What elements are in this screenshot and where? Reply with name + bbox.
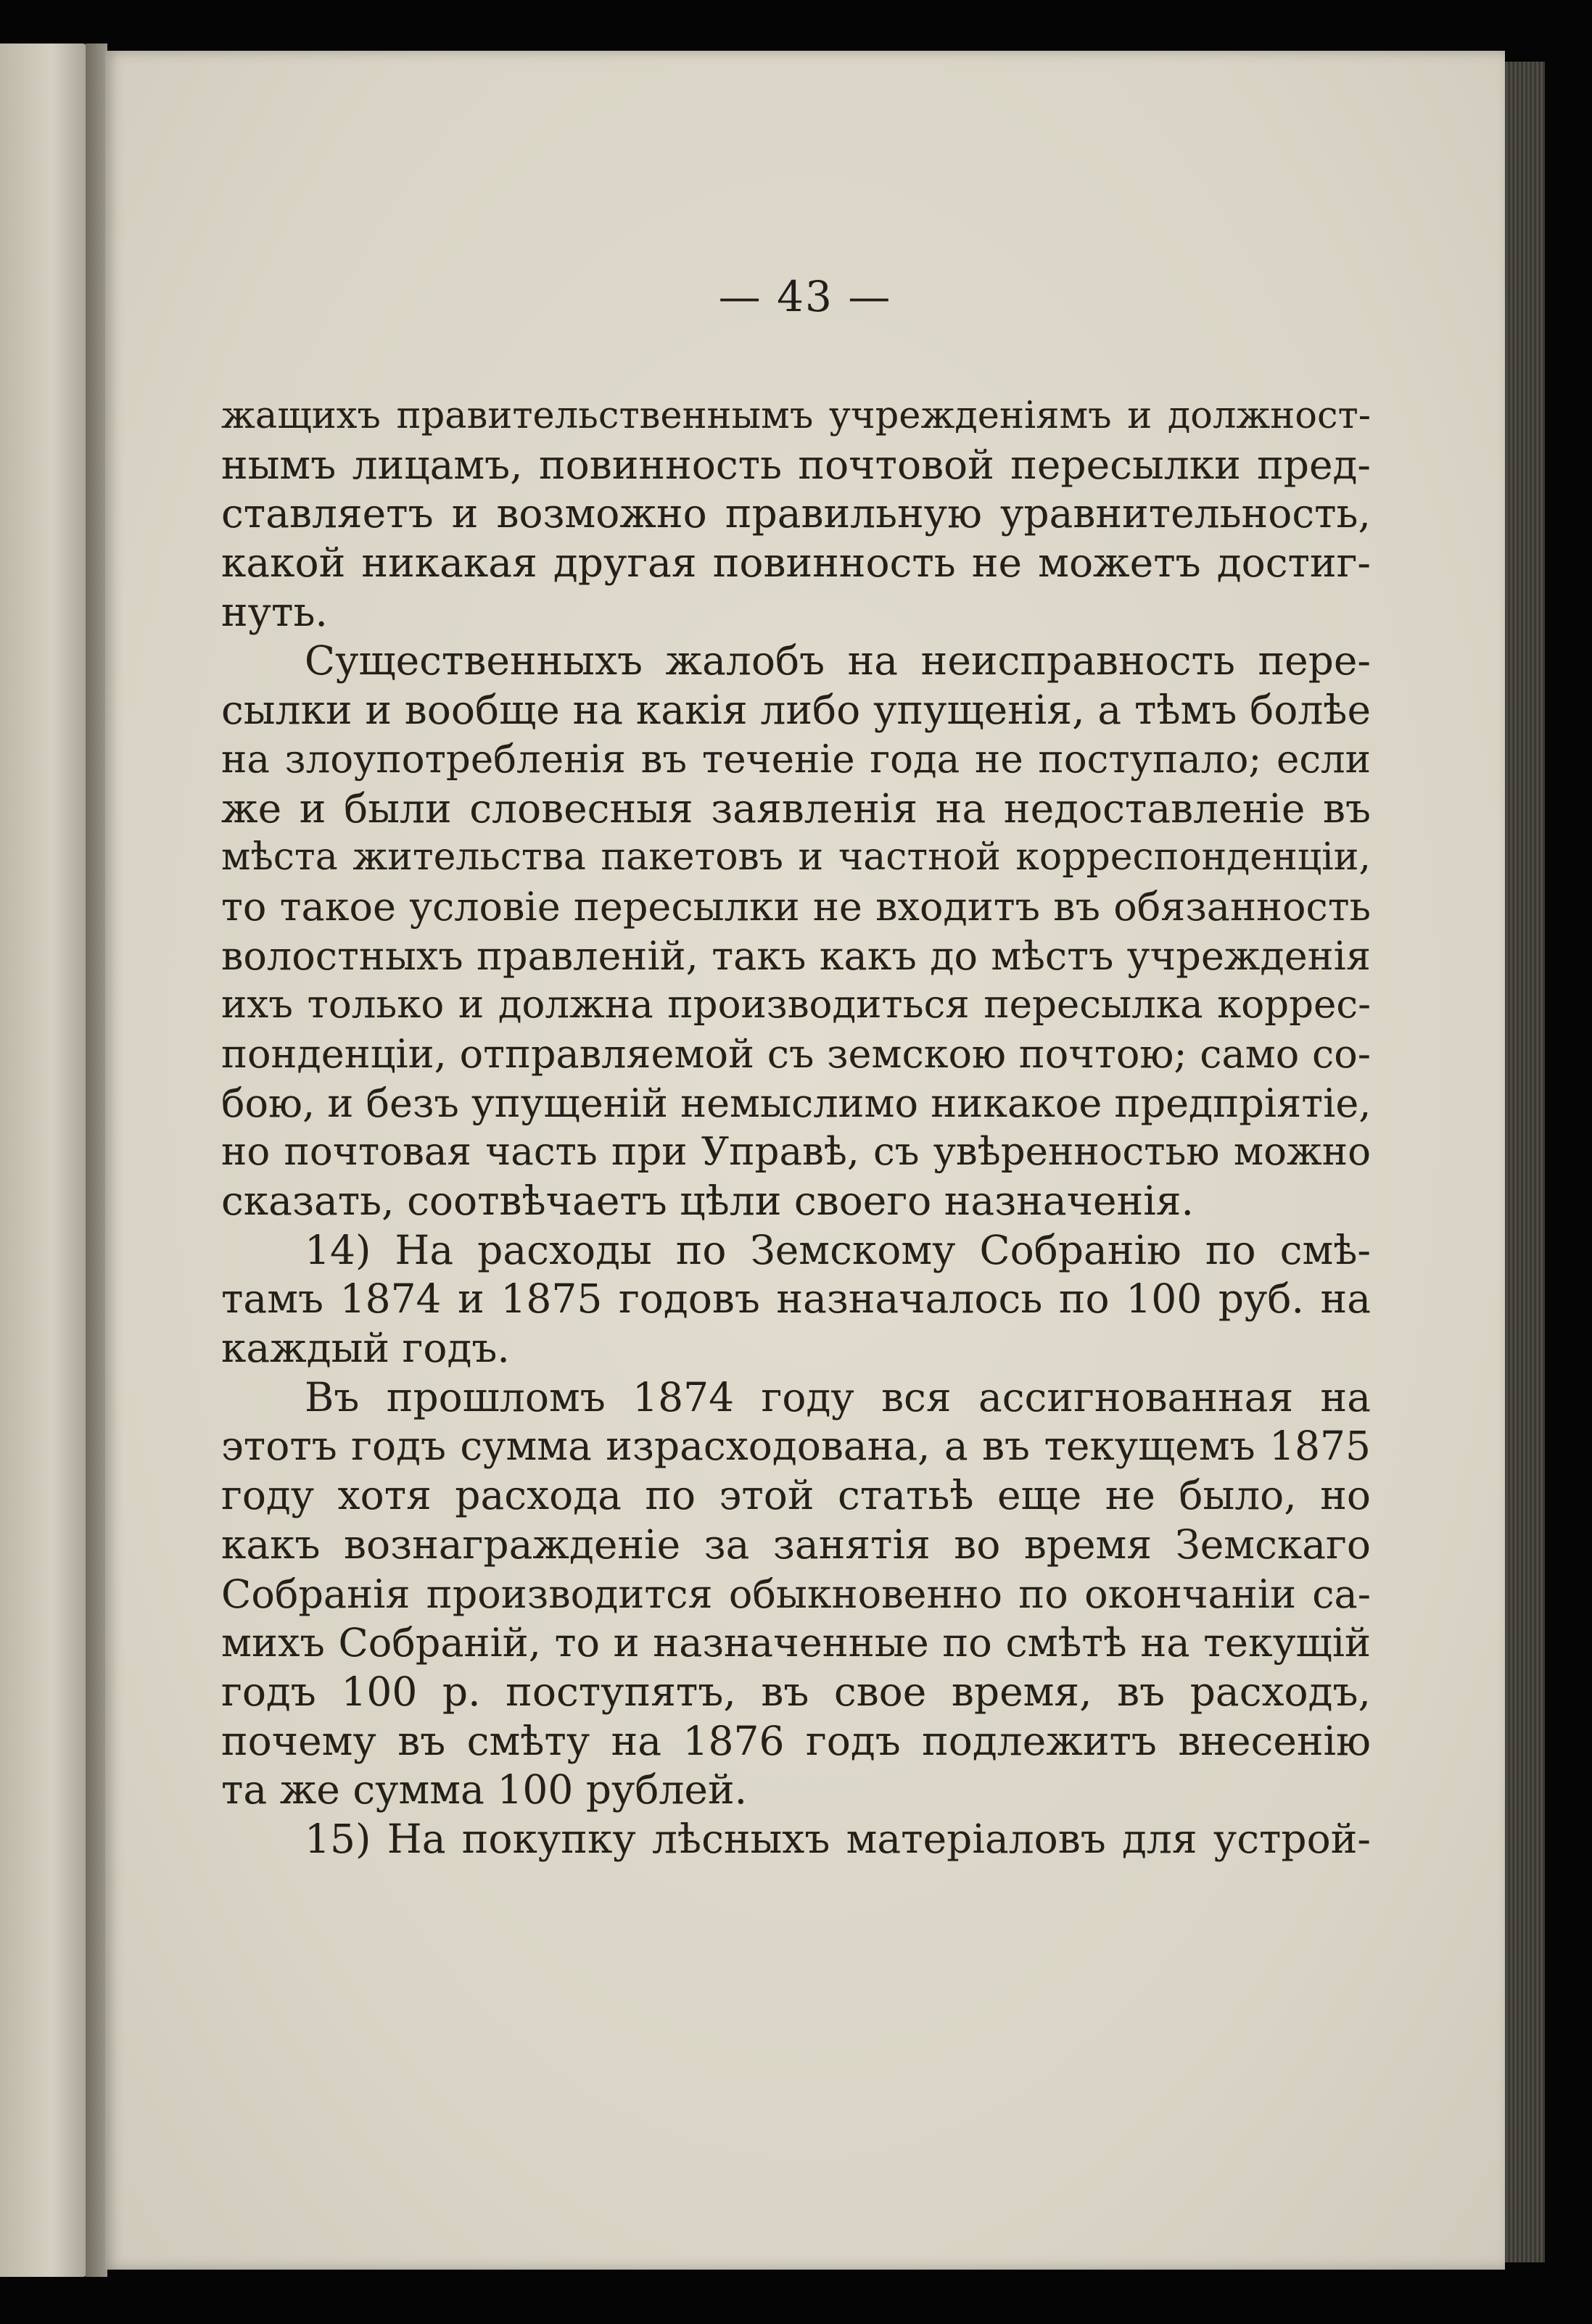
body-text: [221, 392, 1371, 1864]
text-line: 14) На расходы по Земскому Собранію по смѣ-: [305, 1226, 1371, 1273]
text-line: но почтовая часть при Управѣ, съ увѣренностью можно: [221, 1130, 1371, 1175]
text-line: 15) На покупку лѣсныхъ матеріаловъ для устрой-: [305, 1815, 1371, 1862]
text-line: бою, и безъ упущеній немыслимо никакое предпріятіе,: [221, 1080, 1372, 1126]
text-line: михъ Собраній, то и назначенные по смѣтѣ на текущій: [221, 1620, 1371, 1666]
text-line: этотъ годъ сумма израсходована, а въ текущемъ 1875: [221, 1423, 1371, 1470]
book-gutter: [86, 44, 107, 2277]
text-line: тамъ 1874 и 1875 годовъ назначалось по 100 руб. на: [221, 1275, 1371, 1323]
previous-page-edge: [0, 44, 87, 2277]
text-line: какой никакая другая повинность не можетъ достиг-: [221, 539, 1371, 587]
text-line: сказать, соотвѣчаетъ цѣли своего назначенія.: [221, 1178, 1194, 1224]
text-line: какъ вознагражденіе за занятія во время Земскаго: [221, 1521, 1371, 1568]
text-line: нымъ лицамъ, повинность почтовой пересылки пред-: [221, 441, 1371, 488]
text-line: Существенныхъ жалобъ на неисправность пере-: [305, 637, 1371, 685]
text-line: понденціи, отправляемой съ земскою почтою; само со-: [221, 1030, 1371, 1077]
text-line: же и были словесныя заявленія на недоставленіе въ: [221, 785, 1371, 832]
text-line: сылки и вообще на какія либо упущенія, а тѣмъ болѣе: [221, 687, 1371, 734]
text-line: ставляетъ и возможно правильную уравнительность,: [221, 490, 1371, 537]
text-line: на злоупотребленія въ теченіе года не поступало; если: [221, 737, 1371, 782]
text-line: Собранія производится обыкновенно по окончаніи са-: [221, 1571, 1371, 1617]
text-line: та же сумма 100 рублей.: [221, 1766, 748, 1814]
book-page: [105, 51, 1505, 2270]
page-stack-edges: [1505, 62, 1545, 2262]
text-line: году хотя расхода по этой статьѣ еще не было, но: [221, 1472, 1371, 1519]
text-line: волостныхъ правленій, такъ какъ до мѣстъ учрежденія: [221, 933, 1371, 979]
text-line: жащихъ правительственнымъ учрежденіямъ и должност-: [221, 394, 1371, 437]
text-line: почему въ смѣту на 1876 годъ подлежитъ внесенію: [221, 1717, 1371, 1764]
text-line: Въ прошломъ 1874 году вся ассигнованная на: [305, 1373, 1371, 1421]
text-line: то такое условіе пересылки не входитъ въ обязанность: [221, 883, 1371, 930]
text-line: ихъ только и должна производиться пересылка коррес-: [221, 983, 1371, 1027]
text-line: годъ 100 р. поступятъ, въ свое время, въ расходъ,: [221, 1668, 1371, 1715]
page-number: — 43 —: [718, 272, 892, 321]
text-line: каждый годъ.: [221, 1325, 510, 1372]
text-line: нуть.: [221, 588, 328, 635]
text-line: мѣста жительства пакетовъ и частной корреспонденціи,: [221, 835, 1371, 880]
